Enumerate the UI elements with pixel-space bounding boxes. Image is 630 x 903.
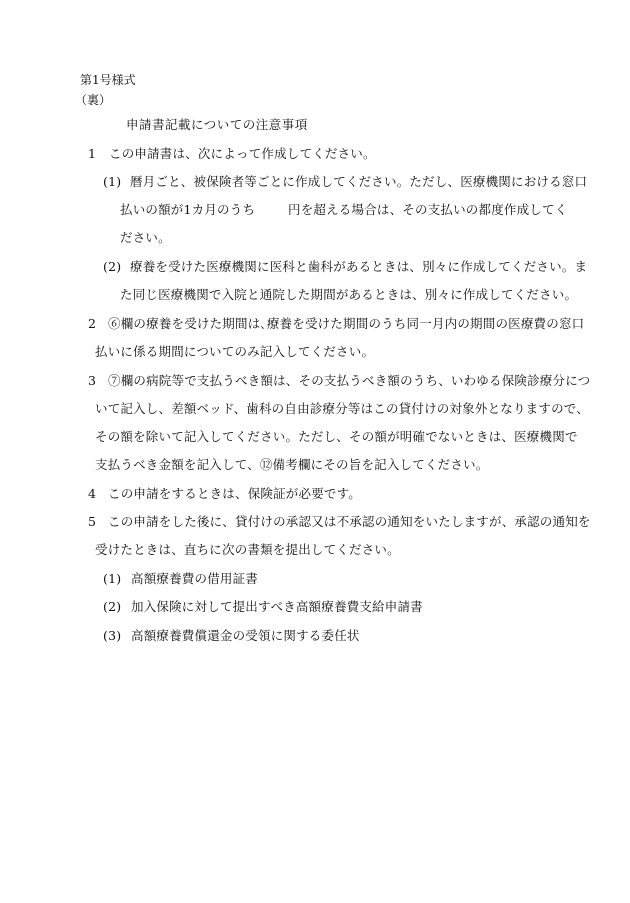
item-1-2-line-1: 療養を受けた医療機関に医科と歯科があるときは、別々に作成してください。ま: [130, 259, 588, 274]
item-1-1-line-2b: 円を超える場合は、その支払いの都度作成してく: [288, 202, 568, 217]
item-1-1-line-2a: 払いの額が1カ月のうち: [120, 202, 256, 217]
doc-3-number: (3): [103, 628, 122, 643]
doc-3-text: 高額療養費償還金の受領に関する委任状: [131, 628, 360, 643]
item-1-2-number: (2): [103, 259, 122, 274]
item-4-number: 4: [88, 486, 97, 501]
item-4-text: この申請をするときは、保険証が必要です。: [108, 486, 362, 501]
item-1-1-number: (1): [103, 174, 122, 189]
doc-1-number: (1): [103, 571, 122, 586]
item-3-line-3: その額を除いて記入してください。ただし、その額が明確でないときは、医療機関で: [95, 429, 578, 444]
item-3-line-1: ⑦欄の病院等で支払うべき額は、その支払うべき額のうち、いわゆる保険診療分につ: [108, 373, 591, 388]
item-1-number: 1: [88, 146, 97, 161]
page-title: 申請書記載についての注意事項: [126, 117, 308, 132]
doc-1-text: 高額療養費の借用証書: [131, 571, 259, 586]
side-label: （裏）: [75, 93, 112, 107]
item-2-line-1: ⑥欄の療養を受けた期間は､療養を受けた期間のうち同一月内の期間の医療費の窓口: [108, 316, 585, 331]
item-2-line-2: 払いに係る期間についてのみ記入してください。: [95, 344, 375, 359]
item-2-number: 2: [88, 316, 97, 331]
item-5-line-1: この申請をした後に、貸付けの承認又は不承認の通知をいたしますが、承認の通知を: [108, 514, 591, 529]
item-5-line-2: 受けたときは、直ちに次の書類を提出してください。: [95, 542, 400, 557]
item-1-text: この申請書は、次によって作成してください。: [109, 146, 376, 161]
item-3-line-4: 支払うべき金額を記入して、⑫備考欄にその旨を記入してください。: [95, 457, 489, 472]
item-3-line-2: いて記入し、差額ベッド、歯科の自由診療分等はこの貸付けの対象外となりますので、: [95, 401, 589, 416]
item-1-2-line-2: た同じ医療機関で入院と通院した期間があるときは、別々に作成してください。: [120, 287, 578, 302]
item-5-number: 5: [88, 514, 97, 529]
form-number: 第1号様式: [80, 73, 136, 87]
doc-2-text: 加入保険に対して提出すべき高額療養費支給申請書: [131, 599, 423, 614]
doc-2-number: (2): [103, 599, 122, 614]
item-1-1-line-3: ださい。: [120, 230, 171, 245]
item-3-number: 3: [88, 373, 97, 388]
item-1-1-line-1: 暦月ごと、被保険者等ごとに作成してください。ただし、医療機関における窓口: [130, 174, 588, 189]
